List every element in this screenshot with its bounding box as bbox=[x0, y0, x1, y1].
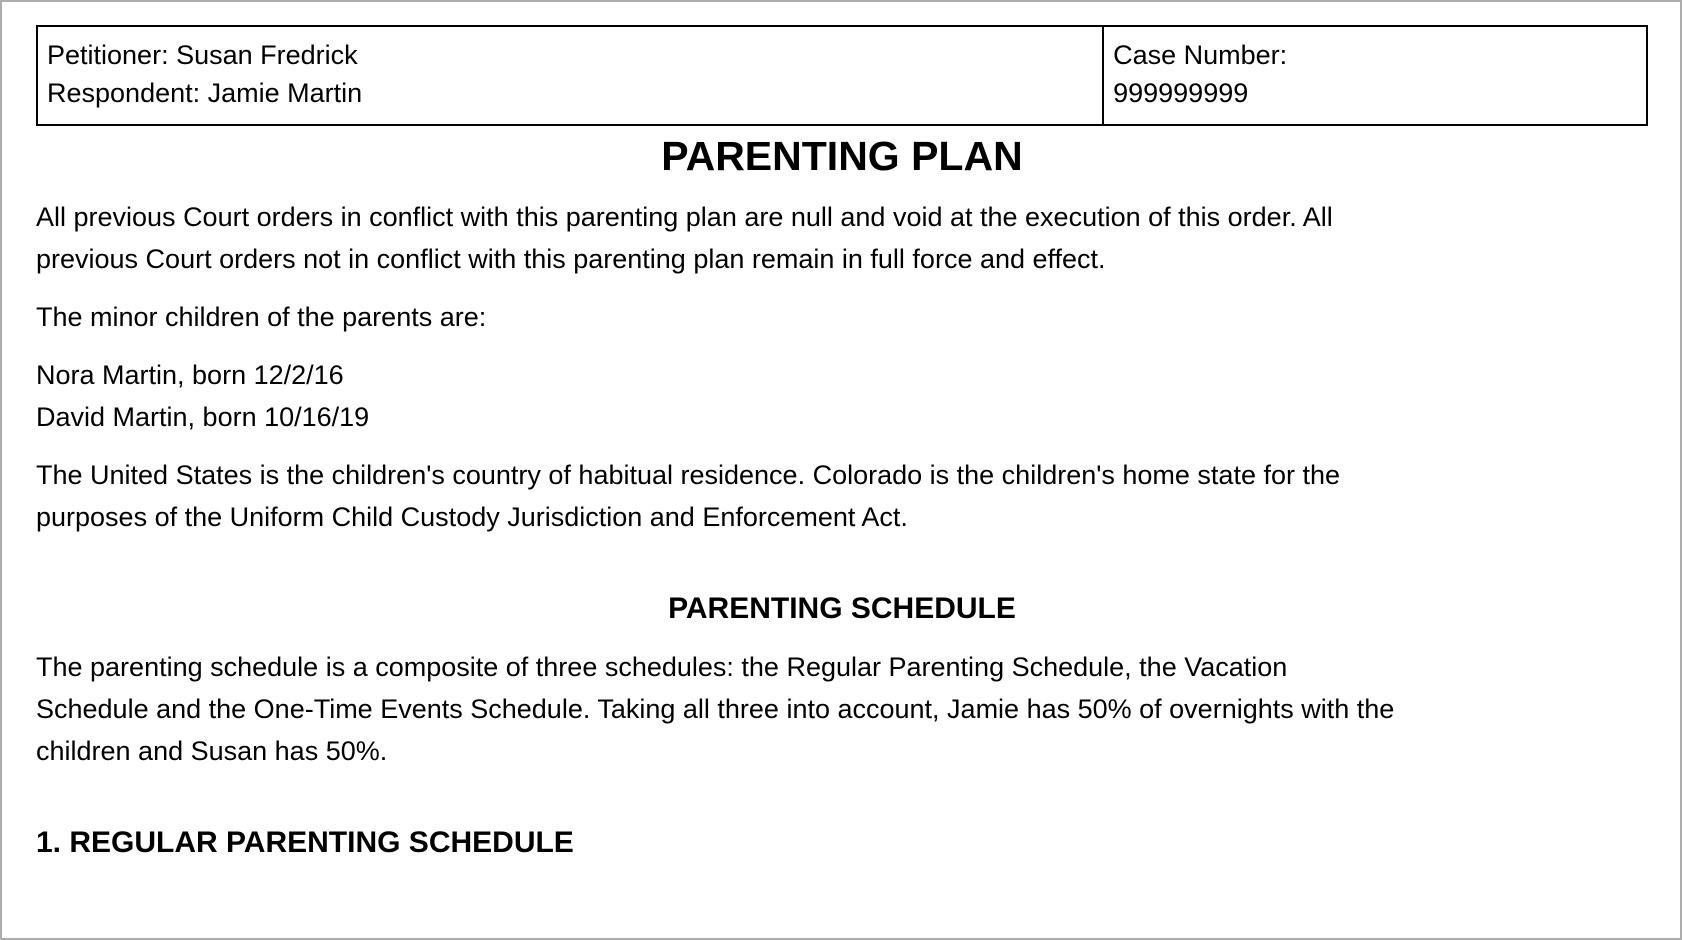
jurisdiction-paragraph-line: The United States is the children's country of habitual residence. Colorado is the children's home state for the bbox=[36, 460, 1341, 490]
intro-paragraph-line: previous Court orders not in conflict with this parenting plan remain in full force and effect. bbox=[36, 244, 1106, 274]
document-title: PARENTING PLAN bbox=[661, 133, 1023, 179]
jurisdiction-paragraph bbox=[36, 454, 1648, 538]
case-caption-row bbox=[37, 26, 1647, 125]
child-entry: David Martin, born 10/16/19 bbox=[36, 402, 370, 432]
case-number-value: 999999999 bbox=[1113, 78, 1249, 108]
schedule-summary-line: children and Susan has 50%. bbox=[36, 736, 388, 766]
children-intro-paragraph bbox=[36, 296, 1648, 338]
petitioner-line: Petitioner: Susan Fredrick bbox=[47, 40, 358, 70]
schedule-summary-line: The parenting schedule is a composite of three schedules: the Regular Parenting Schedule, the Vacation bbox=[36, 652, 1288, 682]
parenting-schedule-heading: PARENTING SCHEDULE bbox=[668, 592, 1016, 625]
children-intro-line: The minor children of the parents are: bbox=[36, 302, 487, 332]
schedule-summary-line: Schedule and the One-Time Events Schedule. Taking all three into account, Jamie has 50% of overnights with the bbox=[36, 694, 1395, 724]
children-list-paragraph bbox=[36, 354, 1648, 438]
case-number-cell bbox=[1103, 26, 1647, 125]
case-number-label: Case Number: bbox=[1113, 40, 1288, 70]
schedule-summary-paragraph bbox=[36, 646, 1648, 772]
intro-paragraph bbox=[36, 196, 1648, 280]
intro-paragraph-line: All previous Court orders in conflict with this parenting plan are null and void at the execution of this order. All bbox=[36, 202, 1333, 232]
respondent-line: Respondent: Jamie Martin bbox=[47, 78, 363, 108]
parties-cell bbox=[37, 26, 1103, 125]
regular-parenting-schedule-heading: 1. REGULAR PARENTING SCHEDULE bbox=[36, 826, 574, 859]
jurisdiction-paragraph-line: purposes of the Uniform Child Custody Jurisdiction and Enforcement Act. bbox=[36, 502, 908, 532]
child-entry: Nora Martin, born 12/2/16 bbox=[36, 360, 344, 390]
case-caption-table bbox=[36, 25, 1648, 126]
